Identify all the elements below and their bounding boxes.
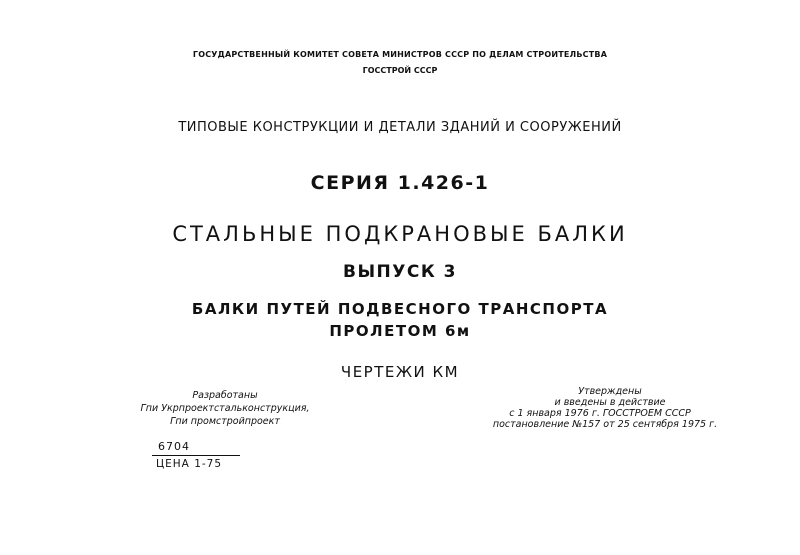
developer-org-1: Гпи Укрпроектстальконструкция,: [140, 403, 310, 414]
issue-number: ВЫПУСК 3: [342, 262, 458, 282]
document-title: СТАЛЬНЫЕ ПОДКРАНОВЫЕ БАЛКИ: [172, 222, 628, 246]
subtitle-line-2: ПРОЛЕТОМ 6м: [329, 322, 471, 340]
approved-line-2: и введены в действие: [554, 397, 666, 408]
agency-line-2: ГОССТРОЙ СССР: [362, 66, 438, 75]
drawings-label: ЧЕРТЕЖИ КМ: [340, 363, 460, 381]
subtitle-line-1: БАЛКИ ПУТЕЙ ПОДВЕСНОГО ТРАНСПОРТА: [191, 300, 609, 318]
developer-org-2: Гпи промстройпроект: [170, 416, 280, 427]
price-label: ЦЕНА 1-75: [156, 458, 223, 470]
approval-decree: постановление №157 от 25 сентября 1975 г.: [492, 419, 718, 430]
divider-line: [152, 455, 240, 456]
agency-line-1: ГОСУДАРСТВЕННЫЙ КОМИТЕТ СОВЕТА МИНИСТРОВ СССР ПО ДЕЛАМ СТРОИТЕЛЬСТВА: [192, 50, 608, 59]
approved-label: Утверждены: [578, 386, 642, 397]
developed-by-label: Разработаны: [192, 390, 258, 401]
series-number: СЕРИЯ 1.426-1: [310, 172, 490, 194]
approved-line-3: с 1 января 1976 г. ГОССТРОЕМ СССР: [509, 408, 691, 419]
typical-structures-heading: ТИПОВЫЕ КОНСТРУКЦИИ И ДЕТАЛИ ЗДАНИЙ И СООРУЖЕНИЙ: [178, 120, 622, 135]
catalog-code: 6704: [158, 440, 190, 453]
